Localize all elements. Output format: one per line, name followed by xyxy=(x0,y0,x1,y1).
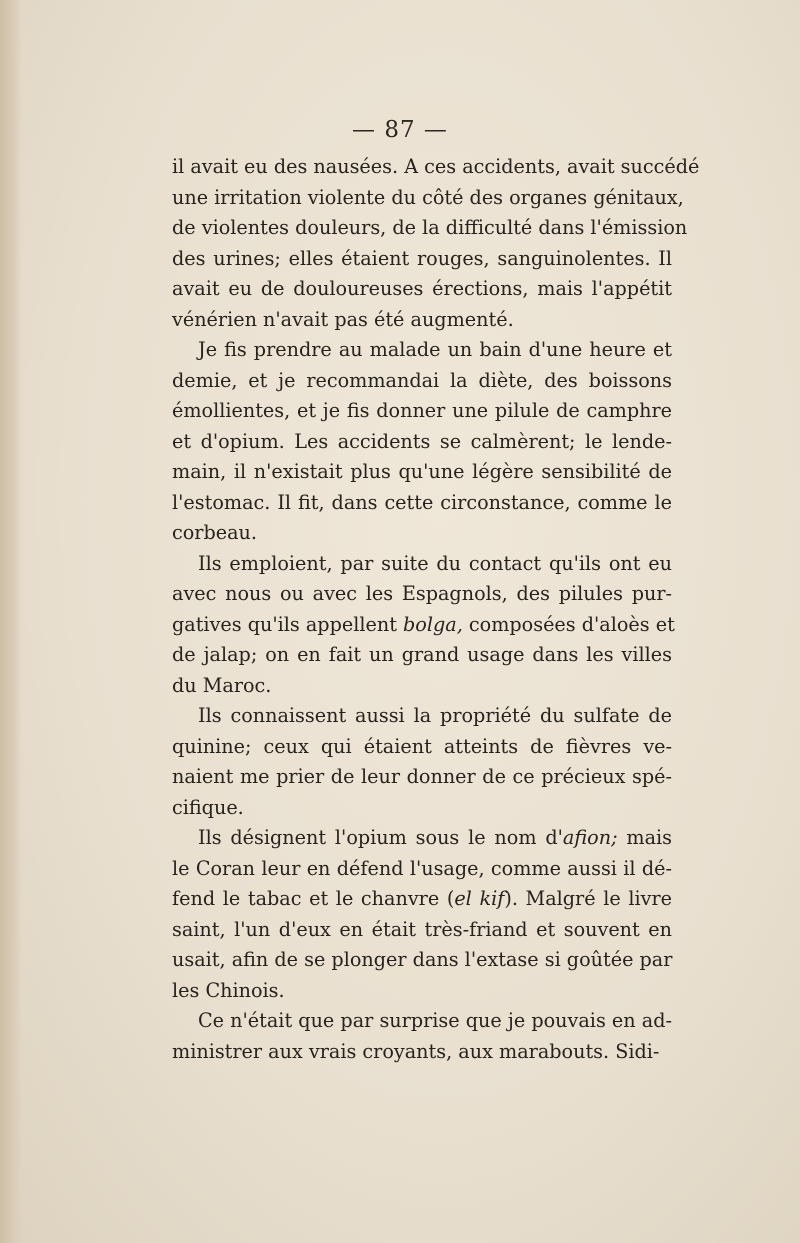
text-run: émollientes, et je fis donner une pilule de camphre xyxy=(172,399,672,422)
text-line xyxy=(172,732,672,763)
paragraph xyxy=(172,823,672,1006)
text-run: demie, et je recommandai la diète, des boissons xyxy=(172,368,672,392)
body-text xyxy=(172,152,700,1067)
text-run: de jalap; on en fait un grand usage dans les villes xyxy=(172,643,672,666)
text-line xyxy=(172,152,700,183)
paragraph xyxy=(172,335,672,549)
text-line xyxy=(172,793,672,824)
text-run: naient me prier de leur donner de ce précieux spé- xyxy=(172,765,672,788)
text-run: ministrer aux vrais croyants, aux marabouts. Sidi- xyxy=(172,1039,660,1063)
italic-term: afion; xyxy=(562,826,618,849)
text-line xyxy=(172,274,672,305)
text-line xyxy=(172,427,672,458)
text-run: composées d'aloès et xyxy=(462,612,675,636)
text-run: saint, l'un d'eux en était très-friand et souvent en xyxy=(172,917,672,941)
text-run: corbeau. xyxy=(172,521,258,544)
text-line xyxy=(172,640,672,671)
text-line xyxy=(172,549,672,580)
text-run: le Coran leur en défend l'usage, comme aussi il dé- xyxy=(172,856,672,880)
text-line xyxy=(172,762,672,793)
text-line xyxy=(172,457,672,488)
text-run: l'estomac. Il fit, dans cette circonstance, comme le xyxy=(172,490,672,514)
italic-term: bolga, xyxy=(403,612,463,636)
text-line xyxy=(172,396,672,427)
text-run: vénérien n'avait pas été augmenté. xyxy=(172,307,514,331)
text-run: avait eu de douloureuses érections, mais l'appétit xyxy=(172,277,672,300)
text-run: Ils désignent l'opium sous le nom d' xyxy=(198,826,563,849)
text-run: Ils connaissent aussi la propriété du sulfate de xyxy=(198,704,672,727)
text-line xyxy=(172,884,672,915)
italic-term: el kif xyxy=(454,887,505,910)
text-line xyxy=(172,823,672,854)
text-run: il avait eu des nausées. A ces accidents, avait succédé xyxy=(172,155,700,178)
paragraph xyxy=(172,701,672,823)
text-line xyxy=(172,213,688,244)
text-line xyxy=(172,244,672,275)
text-line xyxy=(172,976,672,1007)
page-number: — 87 — xyxy=(352,117,448,143)
text-line xyxy=(172,915,672,946)
text-run: quinine; ceux qui étaient atteints de fièvres ve- xyxy=(172,734,672,758)
text-line xyxy=(172,183,684,214)
text-run: usait, afin de se plonger dans l'extase si goûtée par xyxy=(172,948,673,971)
text-run: Ils emploient, par suite du contact qu'ils ont eu xyxy=(198,551,672,575)
text-run: les Chinois. xyxy=(172,978,285,1002)
text-run: Je fis prendre au malade un bain d'une heure et xyxy=(198,338,672,361)
text-line xyxy=(172,579,672,610)
text-run: cifique. xyxy=(172,795,244,819)
text-line xyxy=(172,701,672,732)
text-line xyxy=(172,1037,672,1068)
text-run: gatives qu'ils appellent xyxy=(172,612,403,636)
text-run: avec nous ou avec les Espagnols, des pilules pur- xyxy=(172,582,672,605)
text-line xyxy=(172,854,672,885)
text-line xyxy=(172,1006,672,1037)
text-run: une irritation violente du côté des organes génitaux, xyxy=(172,185,684,209)
text-run: main, il n'existait plus qu'une légère sensibilité de xyxy=(172,460,672,483)
page-binding-edge xyxy=(0,0,22,1243)
text-line xyxy=(172,335,672,366)
text-run: et d'opium. Les accidents se calmèrent; le lende- xyxy=(172,429,672,453)
paragraph xyxy=(172,1006,672,1067)
text-line xyxy=(172,488,672,519)
text-run: du Maroc. xyxy=(172,673,272,697)
text-run: mais xyxy=(617,826,672,849)
paragraph xyxy=(172,549,675,702)
text-run: fend le tabac et le chanvre ( xyxy=(172,887,455,910)
text-line xyxy=(172,366,672,397)
paragraph xyxy=(172,152,700,335)
text-line xyxy=(172,610,675,641)
text-run: de violentes douleurs, de la difficulté dans l'émission xyxy=(172,216,688,239)
text-line xyxy=(172,671,672,702)
text-line xyxy=(172,305,672,336)
text-line xyxy=(172,518,672,549)
text-run: ). Malgré le livre xyxy=(504,887,672,910)
text-line xyxy=(172,945,672,976)
text-run: des urines; elles étaient rouges, sanguinolentes. Il xyxy=(172,246,672,270)
text-run: Ce n'était que par surprise que je pouvais en ad- xyxy=(198,1009,672,1032)
